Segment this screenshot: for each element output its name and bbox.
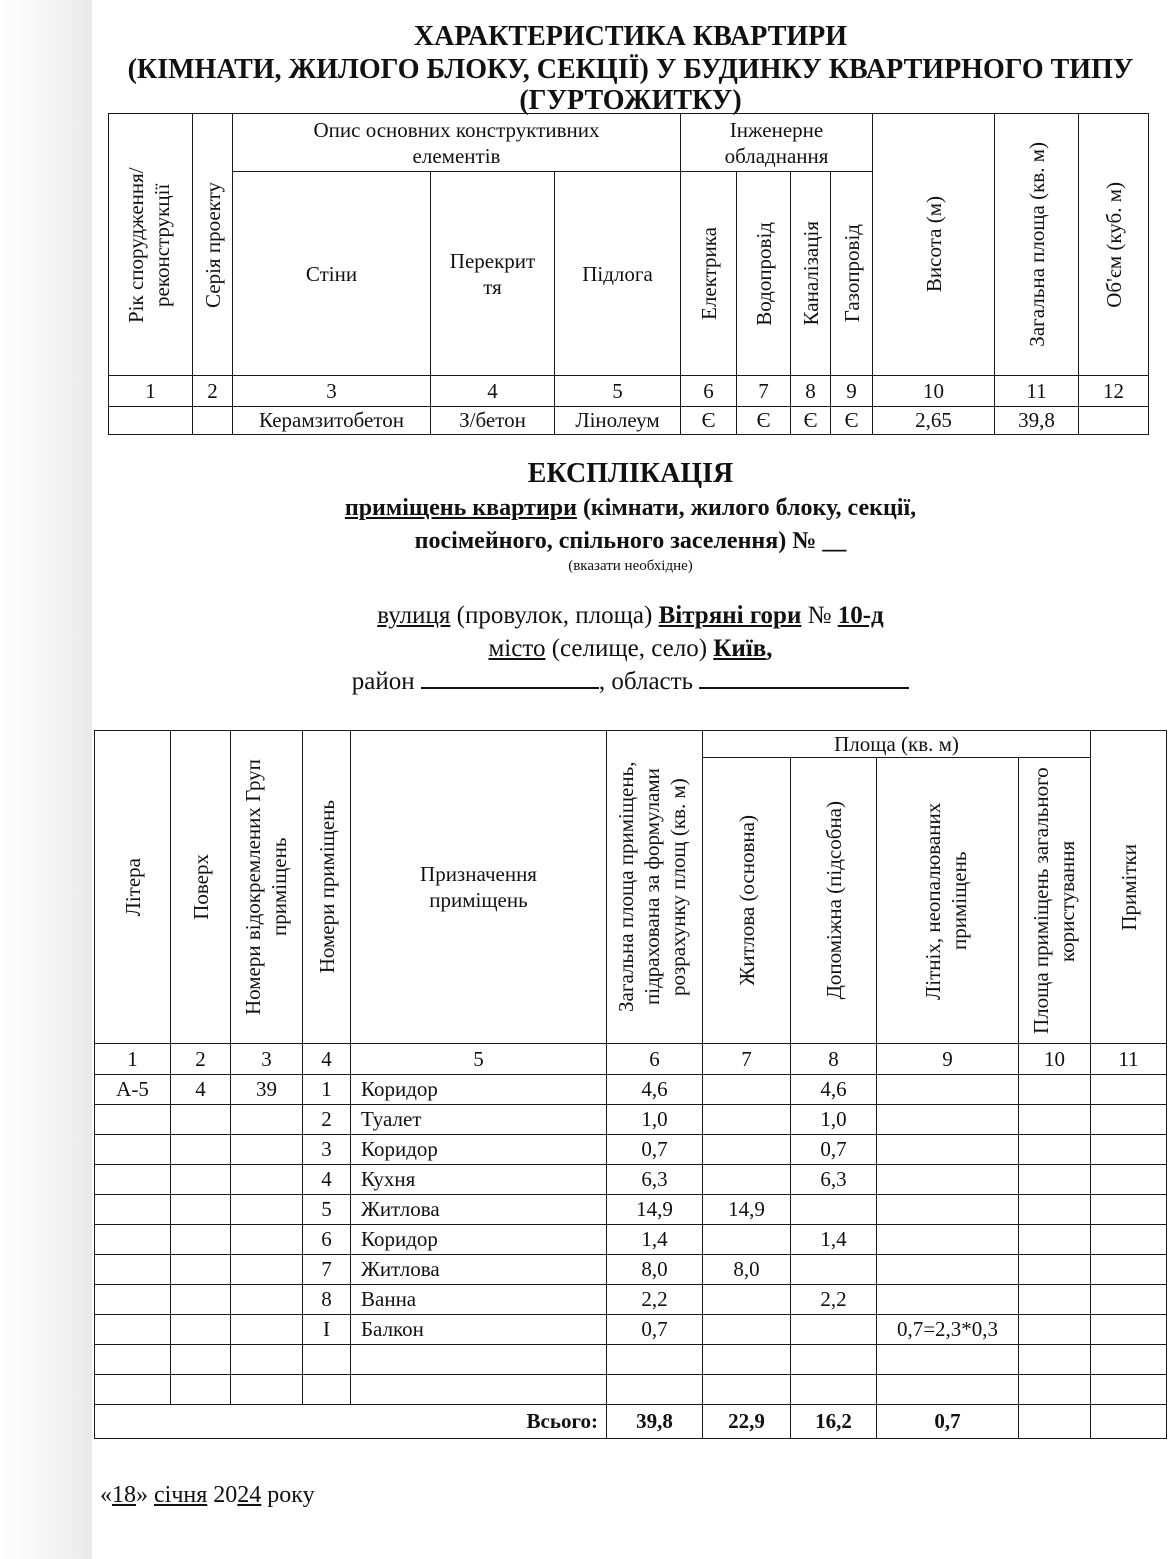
hdr-auxiliary: Допоміжна (підсобна): [791, 758, 877, 1044]
cell-living: [703, 1225, 791, 1255]
cell-aux: 4,6: [791, 1075, 877, 1105]
cell-floor: [171, 1285, 231, 1315]
cell-common: [1019, 1255, 1091, 1285]
col-num: 2: [193, 376, 233, 407]
hdr-electric: Електрика: [681, 172, 737, 376]
cell-litera: [95, 1135, 171, 1165]
table-row: [95, 1225, 1167, 1255]
col-num: 12: [1079, 376, 1149, 407]
totals-row: [95, 1405, 1167, 1439]
col-num: 2: [171, 1044, 231, 1075]
page-edge-shadow: [0, 0, 92, 1559]
cell-notes: [1091, 1135, 1167, 1165]
rooms-table: [94, 730, 1167, 1439]
cell-living: [703, 1285, 791, 1315]
cell-living: [703, 1075, 791, 1105]
cell-notes: [1091, 1345, 1167, 1375]
cell-total-area: 39,8: [995, 407, 1079, 435]
hdr-notes: Примітки: [1091, 731, 1167, 1044]
hdr-floor: Поверх: [171, 731, 231, 1044]
cell-notes: [1091, 1375, 1167, 1405]
cell-num: [303, 1345, 351, 1375]
cell-litera: [95, 1195, 171, 1225]
cell-summer: [877, 1255, 1019, 1285]
totals-living: 22,9: [703, 1405, 791, 1439]
cell-floor: [171, 1225, 231, 1255]
cell-floor: [171, 1135, 231, 1165]
city-paren: (селище, село): [545, 635, 714, 662]
explication-subtitle-1: [92, 495, 1169, 522]
hdr-gas: Газопровід: [831, 172, 873, 376]
doc-title-line2: (КІМНАТИ, ЖИЛОГО БЛОКУ, СЕКЦІЇ) У БУДИНКУ КВАРТИРНОГО ТИПУ: [127, 54, 1134, 85]
cell-num: 5: [303, 1195, 351, 1225]
cell-floor: [171, 1255, 231, 1285]
col-num: 8: [791, 1044, 877, 1075]
hdr-litera: Літера: [95, 731, 171, 1044]
char-data-row: [109, 407, 1149, 435]
cell-group: [231, 1285, 303, 1315]
col-num: 6: [607, 1044, 703, 1075]
date-day: 18: [112, 1482, 136, 1508]
cell-purpose: [351, 1375, 607, 1405]
cell-purpose: Кухня: [351, 1165, 607, 1195]
hdr-floor-cover: Підлога: [555, 172, 681, 376]
hdr-total-area-rooms: Загальна площа приміщень, підрахована за формулами розрахунку площ (кв. м): [607, 731, 703, 1044]
table-row: [95, 1195, 1167, 1225]
cell-total: 4,6: [607, 1075, 703, 1105]
hdr-water: Водопровід: [737, 172, 791, 376]
hdr-common: Площа приміщень загального користування: [1019, 758, 1091, 1044]
cell-floor: [171, 1315, 231, 1345]
col-num: 9: [877, 1044, 1019, 1075]
cell-summer: [877, 1285, 1019, 1315]
table-row: [95, 1135, 1167, 1165]
cell-num: 6: [303, 1225, 351, 1255]
cell-purpose: Житлова: [351, 1255, 607, 1285]
cell-common: [1019, 1225, 1091, 1255]
cell-living: [703, 1105, 791, 1135]
cell-summer: [877, 1195, 1019, 1225]
cell-total: [607, 1375, 703, 1405]
address-region: [92, 668, 1169, 696]
totals-label: Всього:: [95, 1405, 607, 1439]
cell-summer: [877, 1375, 1019, 1405]
cell-aux: [791, 1345, 877, 1375]
cell-notes: [1091, 1105, 1167, 1135]
totals-common: [1019, 1405, 1091, 1439]
street-value: Вітряні гори: [658, 602, 802, 629]
cell-common: [1019, 1075, 1091, 1105]
cell-common: [1019, 1315, 1091, 1345]
table-row: [95, 1375, 1167, 1405]
cell-summer: [877, 1075, 1019, 1105]
cell-summer: [877, 1165, 1019, 1195]
table-row: [95, 1285, 1167, 1315]
cell-water: Є: [737, 407, 791, 435]
col-num: 6: [681, 376, 737, 407]
hdr-purpose: Призначення приміщень: [351, 731, 607, 1044]
cell-purpose: Коридор: [351, 1135, 607, 1165]
cell-living: 8,0: [703, 1255, 791, 1285]
city-comma: ,: [766, 635, 773, 662]
cell-purpose: Ванна: [351, 1285, 607, 1315]
cell-num: 1: [303, 1075, 351, 1105]
hdr-group-numbers: Номери відокремлених Груп приміщень: [231, 731, 303, 1044]
cell-group: [231, 1315, 303, 1345]
totals-notes: [1091, 1405, 1167, 1439]
explication-sub-underlined: приміщень квартири: [344, 495, 577, 521]
cell-litera: [95, 1255, 171, 1285]
explication-title: ЕКСПЛІКАЦІЯ: [527, 458, 734, 489]
hdr-total-area: Загальна площа (кв. м): [995, 114, 1079, 376]
col-num: 11: [1091, 1044, 1167, 1075]
cell-litera: А-5: [95, 1075, 171, 1105]
explication-sub-rest: (кімнати, жилого блоку, секції,: [576, 495, 917, 521]
cell-common: [1019, 1105, 1091, 1135]
col-num: 4: [303, 1044, 351, 1075]
cell-group: [231, 1165, 303, 1195]
cell-num: І: [303, 1315, 351, 1345]
totals-aux: 16,2: [791, 1405, 877, 1439]
cell-purpose: Балкон: [351, 1315, 607, 1345]
characteristics-table: [108, 113, 1149, 435]
cell-notes: [1091, 1195, 1167, 1225]
cell-total: 14,9: [607, 1195, 703, 1225]
hdr-height: Висота (м): [873, 114, 995, 376]
totals-summer: 0,7: [877, 1405, 1019, 1439]
cell-living: 14,9: [703, 1195, 791, 1225]
cell-total: 0,7: [607, 1135, 703, 1165]
hdr-series: Серія проекту: [193, 114, 233, 376]
hdr-sewer: Каналізація: [791, 172, 831, 376]
cell-aux: 1,0: [791, 1105, 877, 1135]
cell-living: [703, 1345, 791, 1375]
col-num: 7: [737, 376, 791, 407]
cell-total: 8,0: [607, 1255, 703, 1285]
col-num: 3: [233, 376, 431, 407]
cell-summer: [877, 1105, 1019, 1135]
cell-group: [231, 1225, 303, 1255]
cell-litera: [95, 1165, 171, 1195]
cell-floor: 4: [171, 1075, 231, 1105]
char-col-numbers: [109, 376, 1149, 407]
cell-summer: 0,7=2,3*0,3: [877, 1315, 1019, 1345]
number-label: №: [801, 602, 838, 629]
cell-purpose: Житлова: [351, 1195, 607, 1225]
cell-group: [231, 1375, 303, 1405]
cell-floor: [171, 1345, 231, 1375]
cell-purpose: [351, 1345, 607, 1375]
hdr-summer: Літніх, неопалюваних приміщень: [877, 758, 1019, 1044]
date-close: »: [136, 1482, 154, 1508]
cell-num: [303, 1375, 351, 1405]
cell-total: 6,3: [607, 1165, 703, 1195]
cell-notes: [1091, 1165, 1167, 1195]
cell-notes: [1091, 1225, 1167, 1255]
hdr-area-group: Площа (кв. м): [703, 731, 1091, 758]
cell-floor: [171, 1375, 231, 1405]
cell-total: [607, 1345, 703, 1375]
cell-common: [1019, 1195, 1091, 1225]
cell-year: [109, 407, 193, 435]
cell-num: 7: [303, 1255, 351, 1285]
cell-living: [703, 1165, 791, 1195]
document-date: [100, 1482, 315, 1509]
hdr-floors: Перекрит тя: [431, 172, 555, 376]
cell-common: [1019, 1285, 1091, 1315]
col-num: 10: [873, 376, 995, 407]
cell-litera: [95, 1345, 171, 1375]
col-num: 5: [351, 1044, 607, 1075]
hdr-room-numbers: Номери приміщень: [303, 731, 351, 1044]
hdr-volume: Об'єм (куб. м): [1079, 114, 1149, 376]
cell-litera: [95, 1375, 171, 1405]
hdr-living: Житлова (основна): [703, 758, 791, 1044]
col-num: 4: [431, 376, 555, 407]
rooms-col-numbers: [95, 1044, 1167, 1075]
table-row: [95, 1315, 1167, 1345]
cell-litera: [95, 1105, 171, 1135]
room-rows: [95, 1075, 1167, 1405]
cell-summer: [877, 1135, 1019, 1165]
cell-aux: [791, 1375, 877, 1405]
district-blank: [421, 687, 599, 689]
cell-floor-cover: Лінолеум: [555, 407, 681, 435]
cell-purpose: Коридор: [351, 1075, 607, 1105]
cell-aux: 0,7: [791, 1135, 877, 1165]
cell-sewer: Є: [791, 407, 831, 435]
date-year-prefix: 20: [207, 1482, 238, 1508]
cell-summer: [877, 1345, 1019, 1375]
cell-height: 2,65: [873, 407, 995, 435]
hdr-walls: Стіни: [233, 172, 431, 376]
date-open: «: [100, 1482, 112, 1508]
table-row: [95, 1075, 1167, 1105]
cell-purpose: Коридор: [351, 1225, 607, 1255]
cell-group: [231, 1255, 303, 1285]
date-word: року: [261, 1482, 315, 1508]
district-label: район: [351, 668, 421, 695]
cell-total: 1,4: [607, 1225, 703, 1255]
col-num: 1: [95, 1044, 171, 1075]
cell-living: [703, 1375, 791, 1405]
col-num: 11: [995, 376, 1079, 407]
cell-num: 8: [303, 1285, 351, 1315]
cell-total: 1,0: [607, 1105, 703, 1135]
cell-notes: [1091, 1075, 1167, 1105]
address-street: [92, 602, 1169, 630]
col-num: 10: [1019, 1044, 1091, 1075]
date-year-suffix: 24: [237, 1482, 262, 1508]
cell-floor: [171, 1195, 231, 1225]
cell-aux: 1,4: [791, 1225, 877, 1255]
cell-group: [231, 1345, 303, 1375]
address-city: [92, 635, 1169, 663]
street-label: вулиця: [377, 602, 451, 629]
cell-litera: [95, 1285, 171, 1315]
cell-total: 2,2: [607, 1285, 703, 1315]
cell-aux: [791, 1195, 877, 1225]
col-num: 5: [555, 376, 681, 407]
cell-aux: 6,3: [791, 1165, 877, 1195]
col-num: 1: [109, 376, 193, 407]
explication-subtitle-2: посімейного, спільного заселення) № __: [414, 528, 847, 554]
doc-title-line3: (ГУРТОЖИТКУ): [519, 85, 742, 116]
col-num: 7: [703, 1044, 791, 1075]
cell-purpose: Туалет: [351, 1105, 607, 1135]
cell-summer: [877, 1225, 1019, 1255]
col-num: 3: [231, 1044, 303, 1075]
cell-group: 39: [231, 1075, 303, 1105]
cell-living: [703, 1315, 791, 1345]
region-blank: [699, 687, 909, 689]
cell-litera: [95, 1225, 171, 1255]
hdr-year: Рік спорудження/ реконструкції: [109, 114, 193, 376]
cell-group: [231, 1105, 303, 1135]
cell-litera: [95, 1315, 171, 1345]
cell-series: [193, 407, 233, 435]
cell-living: [703, 1135, 791, 1165]
table-row: [95, 1345, 1167, 1375]
table-row: [95, 1255, 1167, 1285]
region-label: , область: [598, 668, 700, 695]
cell-num: 2: [303, 1105, 351, 1135]
cell-common: [1019, 1165, 1091, 1195]
cell-group: [231, 1135, 303, 1165]
cell-num: 3: [303, 1135, 351, 1165]
hdr-engineering: Інженерне обладнання: [681, 114, 873, 172]
cell-aux: [791, 1315, 877, 1345]
explication-hint: (вказати необхідне): [568, 558, 693, 574]
col-num: 9: [831, 376, 873, 407]
cell-common: [1019, 1345, 1091, 1375]
cell-walls: Керамзитобетон: [233, 407, 431, 435]
city-label: місто: [488, 635, 546, 662]
date-month: січня: [154, 1482, 208, 1508]
totals-total: 39,8: [607, 1405, 703, 1439]
col-num: 8: [791, 376, 831, 407]
cell-volume: [1079, 407, 1149, 435]
cell-electric: Є: [681, 407, 737, 435]
cell-group: [231, 1195, 303, 1225]
table-row: [95, 1165, 1167, 1195]
hdr-description: Опис основних конструктивних елементів: [233, 114, 681, 172]
cell-aux: [791, 1255, 877, 1285]
cell-notes: [1091, 1285, 1167, 1315]
cell-aux: 2,2: [791, 1285, 877, 1315]
doc-title-line1: ХАРАКТЕРИСТИКА КВАРТИРИ: [413, 21, 848, 52]
cell-common: [1019, 1135, 1091, 1165]
cell-common: [1019, 1375, 1091, 1405]
cell-floors: З/бетон: [431, 407, 555, 435]
number-value: 10-д: [837, 602, 884, 629]
cell-notes: [1091, 1315, 1167, 1345]
cell-floor: [171, 1105, 231, 1135]
cell-gas: Є: [831, 407, 873, 435]
cell-total: 0,7: [607, 1315, 703, 1345]
table-row: [95, 1105, 1167, 1135]
cell-num: 4: [303, 1165, 351, 1195]
street-paren: (провулок, площа): [450, 602, 659, 629]
cell-floor: [171, 1165, 231, 1195]
cell-notes: [1091, 1255, 1167, 1285]
city-value: Київ: [713, 635, 767, 662]
